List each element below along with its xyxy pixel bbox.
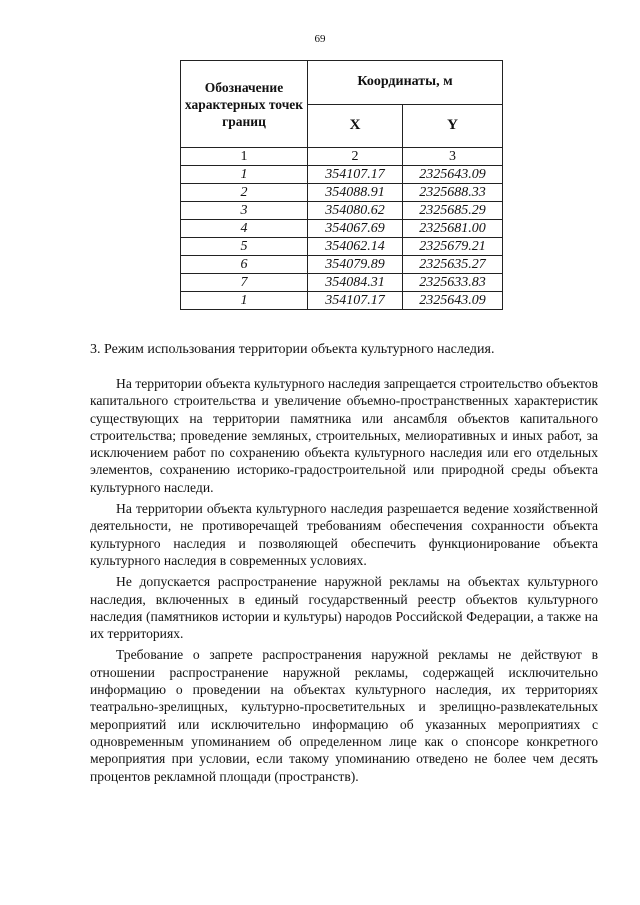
- coordinates-table: [180, 60, 503, 310]
- paragraph: Требование о запрете распространения наружной рекламы не действуют в отношении распространение наружной рекламы, содержащей исключительно информацию о проведении на объектах культурного наследия, их территориях театрально-зрелищных, культурно-просветительных и зрелищно-развлекательных мероприятий или исключительно информацию об указанных мероприятиях с одновременным упоминанием об определенном лице как о спонсоре конкретного мероприятия при условии, если такому упоминанию отведено не более чем десять процентов рекламной площади (пространств).: [90, 647, 598, 784]
- table-row: [181, 202, 503, 220]
- y-cell: 2325635.27: [403, 256, 503, 274]
- y-cell: 2325685.29: [403, 202, 503, 220]
- x-cell: 354107.17: [308, 166, 403, 184]
- column-number: 2: [308, 148, 403, 166]
- page-number: 69: [314, 33, 326, 45]
- y-cell: 2325679.21: [403, 238, 503, 256]
- column-number: 1: [181, 148, 308, 166]
- x-cell: 354062.14: [308, 238, 403, 256]
- table-row: [181, 274, 503, 292]
- x-cell: 354067.69: [308, 220, 403, 238]
- point-cell: 4: [181, 220, 308, 238]
- point-cell: 7: [181, 274, 308, 292]
- y-cell: 2325681.00: [403, 220, 503, 238]
- point-cell: 5: [181, 238, 308, 256]
- paragraph: Не допускается распространение наружной рекламы на объектах культурного наследия, включенных в единый государственный реестр объектов культурного наследия (памятников истории и культуры) народов Российской Федерации, а также на их территориях.: [90, 574, 598, 642]
- x-cell: 354107.17: [308, 292, 403, 310]
- table-row: [181, 256, 503, 274]
- point-cell: 1: [181, 166, 308, 184]
- table-row: [181, 238, 503, 256]
- body-text: [90, 375, 598, 789]
- section-title: 3. Режим использования территории объекта культурного наследия.: [90, 342, 495, 357]
- point-cell: 2: [181, 184, 308, 202]
- y-cell: 2325643.09: [403, 292, 503, 310]
- column-numbering-row: [181, 148, 503, 166]
- y-cell: 2325643.09: [403, 166, 503, 184]
- x-cell: 354079.89: [308, 256, 403, 274]
- x-cell: 354080.62: [308, 202, 403, 220]
- header-x: X: [308, 104, 403, 148]
- y-cell: 2325633.83: [403, 274, 503, 292]
- point-cell: 1: [181, 292, 308, 310]
- paragraph: На территории объекта культурного наследия разрешается ведение хозяйственной деятельности, не противоречащей требованиям обеспечения сохранности объекта культурного наследия и позволяющей обеспечить функционирование объекта культурного наследия в современных условиях.: [90, 501, 598, 568]
- table-row: [181, 166, 503, 184]
- point-cell: 6: [181, 256, 308, 274]
- x-cell: 354084.31: [308, 274, 403, 292]
- header-point-label: Обозначение характерных точек границ: [181, 61, 308, 148]
- column-number: 3: [403, 148, 503, 166]
- header-y: Y: [403, 104, 503, 148]
- point-cell: 3: [181, 202, 308, 220]
- paragraph: На территории объекта культурного наследия запрещается строительство объектов капитального строительства и увеличение объемно-пространственных характеристик существующих на территории памятника или ансамбля объектов капитального строительства; проведение земляных, строительных, мелиоративных и иных работ, за исключением работ по сохранению объекта культурного наследия или его отдельных элементов, сохранению историко-градостроительной или природной среды объекта культурного наследи.: [90, 376, 598, 495]
- table-row: [181, 184, 503, 202]
- x-cell: 354088.91: [308, 184, 403, 202]
- table-row: [181, 220, 503, 238]
- table-row: [181, 292, 503, 310]
- y-cell: 2325688.33: [403, 184, 503, 202]
- header-coordinates: Координаты, м: [308, 61, 503, 105]
